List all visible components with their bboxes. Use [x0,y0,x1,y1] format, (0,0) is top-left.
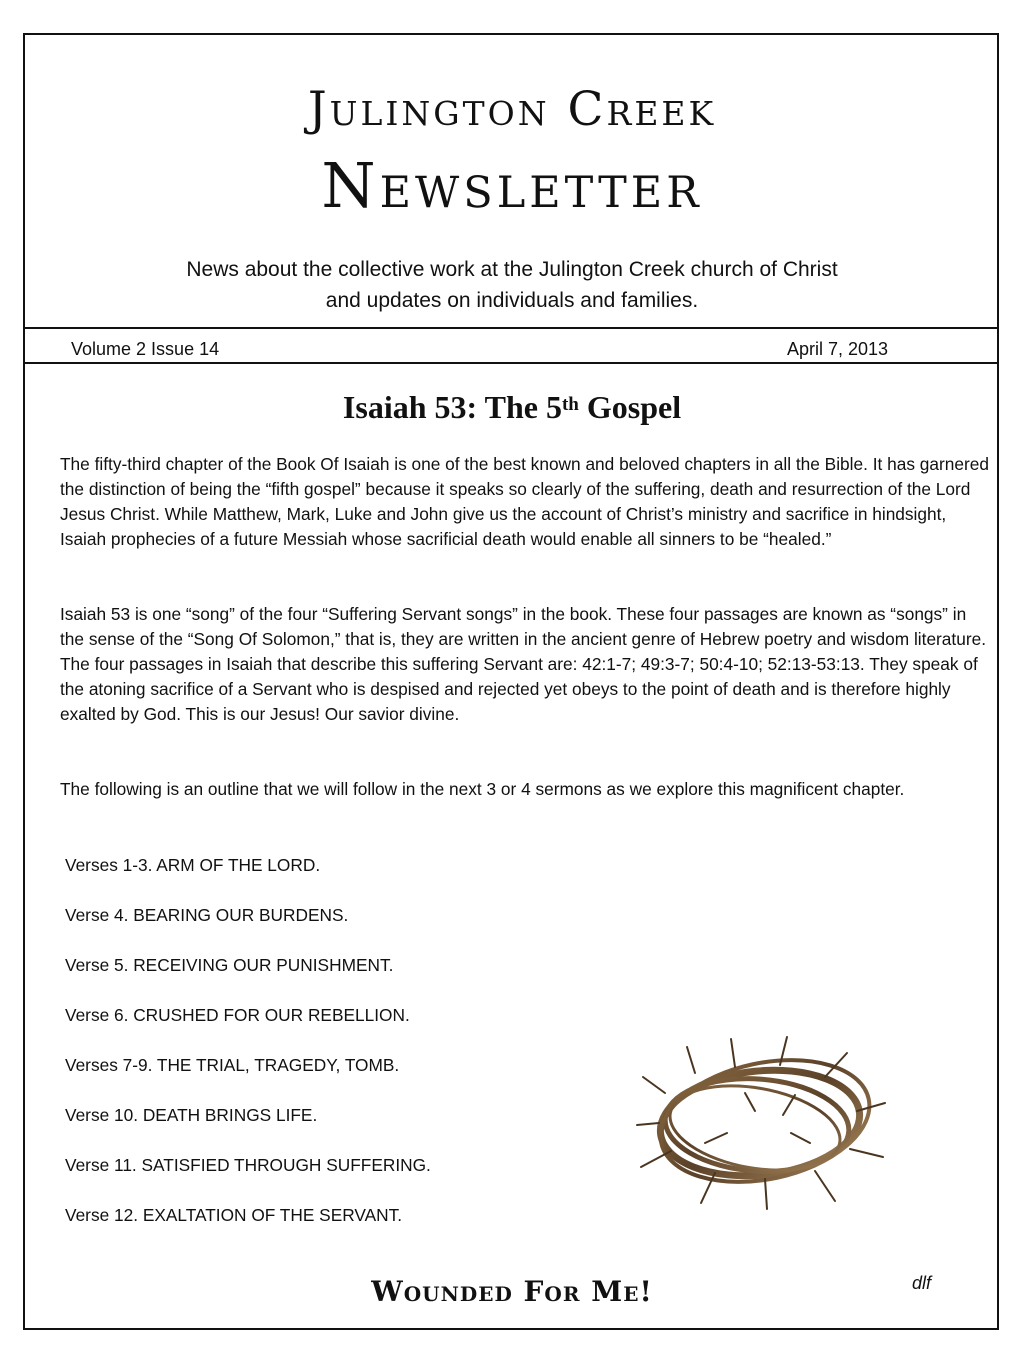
article-title-superscript: th [561,394,579,415]
outline-item: Verses 1-3. ARM OF THE LORD. [65,855,321,875]
footer-title: Wounded For Me! [371,1275,653,1308]
outline-item: Verse 11. SATISFIED THROUGH SUFFERING. [65,1155,431,1175]
divider-top [23,327,999,329]
article-title-prefix: Isaiah 53: The 5 [342,389,562,425]
article-paragraph: The following is an outline that we will follow in the next 3 or 4 sermons as we explore this magnificent chapter. [60,779,905,799]
outline-item: Verse 12. EXALTATION OF THE SERVANT. [65,1205,403,1225]
article-title-suffix: Gospel [578,389,682,425]
author-initials: dlf [912,1273,932,1293]
newsletter-title-line1: Julington Creek [307,82,717,137]
outline-item: Verse 10. DEATH BRINGS LIFE. [65,1105,318,1125]
outline-item: Verse 4. BEARING OUR BURDENS. [65,905,349,925]
crown-of-thorns-icon [635,1033,890,1213]
outline-item: Verse 5. RECEIVING OUR PUNISHMENT. [65,955,394,975]
article-paragraph: The fifty-third chapter of the Book Of Isaiah is one of the best known and beloved chapters in all the Bible. It has garnered the distinction of being the “fifth gospel” because it speaks so clearly of the suffering, death and resurrection of the Lord Jesus Christ. While Matthew, Mark, Luke and John give us the account of Christ’s ministry and sacrifice in hindsight, Isaiah prophecies of a future Messiah whose sacrificial death would enable all sinners to be “healed.” [60,454,989,549]
outline-item: Verses 7-9. THE TRIAL, TRAGEDY, TOMB. [65,1055,400,1075]
newsletter-title-line2: Newsletter [321,149,703,222]
divider-bottom [23,362,999,364]
issue-date: April 7, 2013 [787,339,889,359]
article-title [0,386,1024,428]
tagline-line1: News about the collective work at the Julington Creek church of Christ [186,258,838,281]
tagline-line2: and updates on individuals and families. [325,289,699,312]
article-paragraph: Isaiah 53 is one “song” of the four “Suffering Servant songs” in the book. These four passages are known as “songs” in the sense of the “Song Of Solomon,” that is, they are written in the ancient genre of Hebrew poetry and wisdom literature. The four passages in Isaiah that describe this suffering Servant are: 42:1-7; 49:3-7; 50:4-10; 52:13-53:13. They speak of the atoning sacrifice of a Servant who is despised and rejected yet obeys to the point of death and is therefore highly exalted by God. This is our Jesus! Our savior divine. [60,604,986,724]
sermon-outline [65,853,431,1253]
outline-item: Verse 6. CRUSHED FOR OUR REBELLION. [65,1005,410,1025]
volume-issue: Volume 2 Issue 14 [71,339,220,359]
